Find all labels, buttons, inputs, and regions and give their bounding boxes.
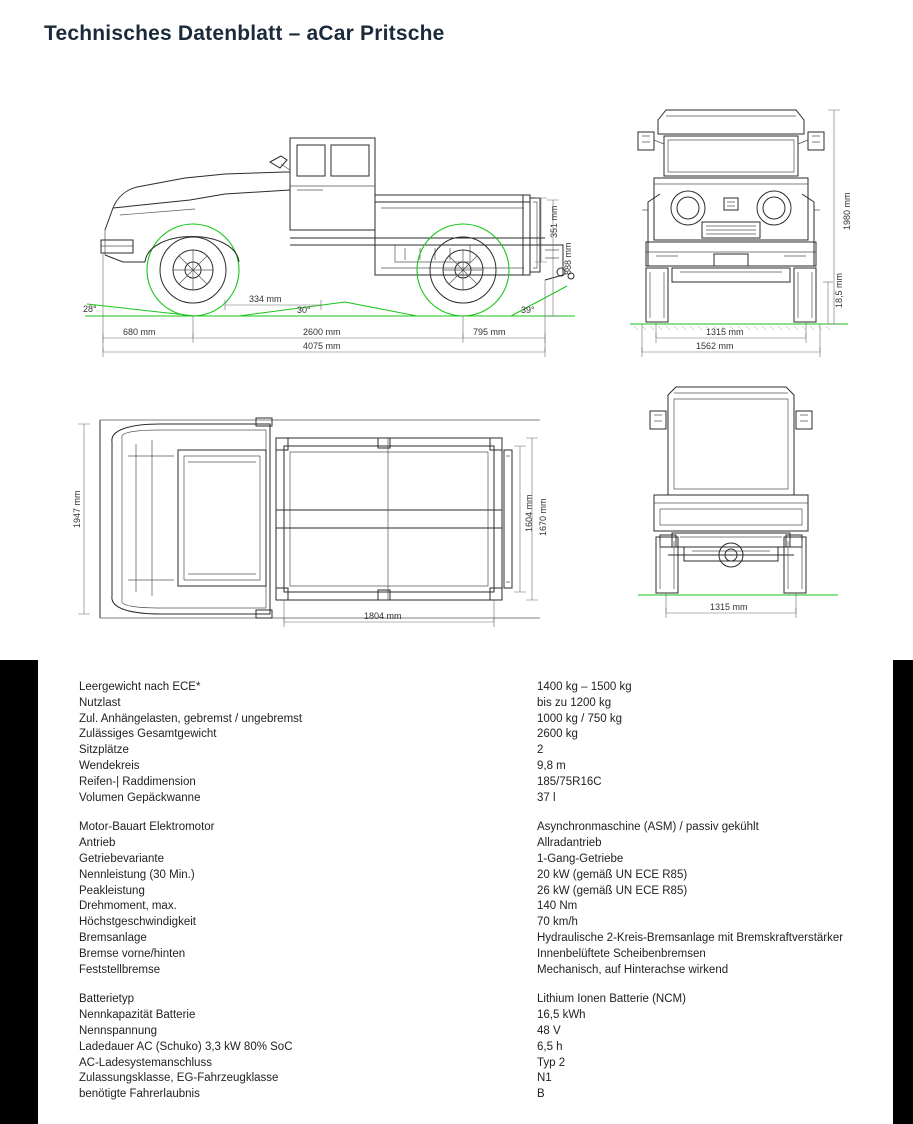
- spec-value: 1000 kg / 750 kg: [537, 712, 623, 725]
- spec-row: [79, 931, 879, 947]
- spec-label: benötigte Fahrerlaubnis: [79, 1088, 200, 1101]
- spec-label: Antrieb: [79, 837, 116, 850]
- page-title: Technisches Datenblatt – aCar Pritsche: [44, 22, 445, 45]
- spec-label: Leergewicht nach ECE*: [79, 681, 201, 693]
- spec-row: [79, 852, 879, 868]
- svg-text:30°: 30°: [297, 305, 311, 315]
- spec-row: [79, 680, 879, 696]
- spec-label: Bremse vorne/hinten: [79, 947, 186, 960]
- svg-text:1315 mm: 1315 mm: [706, 327, 744, 337]
- spec-row: [79, 884, 879, 900]
- spec-row: [79, 791, 879, 807]
- spec-value: Allradantrieb: [537, 837, 602, 850]
- spec-label: Getriebevariante: [79, 852, 165, 865]
- spec-row: [79, 868, 879, 884]
- spec-row: [79, 712, 879, 728]
- svg-text:1670 mm: 1670 mm: [538, 498, 548, 536]
- spec-value: N1: [537, 1072, 552, 1085]
- svg-text:1604 mm: 1604 mm: [524, 494, 534, 532]
- spec-label: Zulässiges Gesamtgewicht: [79, 728, 217, 741]
- spec-row: [79, 743, 879, 759]
- spec-value: 16,5 kWh: [537, 1009, 586, 1022]
- spec-label: Feststellbremse: [79, 963, 161, 976]
- spec-row: [79, 1087, 879, 1103]
- spec-label: Nennspannung: [79, 1024, 158, 1037]
- front-view-drawing: [620, 90, 880, 380]
- spec-value: B: [537, 1088, 545, 1101]
- spec-label: Volumen Gepäckwanne: [79, 791, 201, 804]
- spec-label: Wendekreis: [79, 759, 140, 772]
- spec-value: 1-Gang-Getriebe: [537, 852, 624, 865]
- spec-value: 1400 kg – 1500 kg: [537, 681, 632, 693]
- svg-text:334 mm: 334 mm: [249, 294, 282, 304]
- spec-row: [79, 1008, 879, 1024]
- spec-value: Mechanisch, auf Hinterachse wirkend: [537, 963, 729, 976]
- spec-value: Hydraulische 2-Kreis-Bremsanlage mit Bremskraftverstärker: [537, 931, 844, 944]
- spec-value: 185/75R16C: [537, 775, 602, 788]
- spec-group-drivetrain: [79, 820, 879, 978]
- svg-text:1980 mm: 1980 mm: [842, 192, 852, 230]
- spec-label: Nennleistung (30 Min.): [79, 868, 195, 881]
- spec-row: [79, 947, 879, 963]
- spec-group-battery: [79, 992, 879, 1103]
- spec-value: 6,5 h: [537, 1040, 563, 1053]
- spec-label: Bremsanlage: [79, 931, 147, 944]
- spec-label: Nennkapazität Batterie: [79, 1009, 196, 1022]
- svg-text:39°: 39°: [521, 305, 535, 315]
- spec-row: [79, 820, 879, 836]
- spec-value: Lithium Ionen Batterie (NCM): [537, 993, 686, 1006]
- spec-row: [79, 775, 879, 791]
- svg-text:680 mm: 680 mm: [123, 327, 156, 337]
- spec-label: Peakleistung: [79, 884, 145, 897]
- svg-text:1947 mm: 1947 mm: [72, 490, 82, 528]
- spec-row: [79, 1040, 879, 1056]
- spec-label: Drehmoment, max.: [79, 900, 177, 913]
- rear-view-drawing: [620, 385, 880, 635]
- spec-row: [79, 1056, 879, 1072]
- spec-value: 9,8 m: [537, 759, 566, 772]
- spec-value: 140 Nm: [537, 900, 578, 913]
- spec-label: Batterietyp: [79, 993, 134, 1006]
- spec-value: Typ 2: [537, 1056, 566, 1069]
- spec-label: Motor-Bauart Elektromotor: [79, 821, 215, 834]
- specifications: [79, 680, 879, 1117]
- spec-label: AC-Ladesystemanschluss: [79, 1056, 212, 1069]
- svg-text:1315 mm: 1315 mm: [710, 602, 748, 612]
- spec-row: [79, 1024, 879, 1040]
- spec-label: Höchstgeschwindigkeit: [79, 916, 196, 929]
- svg-text:795 mm: 795 mm: [473, 327, 506, 337]
- svg-text:28°: 28°: [83, 304, 97, 314]
- spec-label: Zul. Anhängelasten, gebremst / ungebremst: [79, 712, 303, 725]
- svg-text:18,5 mm: 18,5 mm: [834, 272, 844, 308]
- spec-value: 37 l: [537, 791, 556, 804]
- spec-row: [79, 1071, 879, 1087]
- spec-row: [79, 759, 879, 775]
- spec-value: 48 V: [537, 1024, 561, 1037]
- spec-value: 20 kW (gemäß UN ECE R85): [537, 868, 688, 881]
- svg-text:4075 mm: 4075 mm: [303, 341, 341, 351]
- spec-value: Asynchronmaschine (ASM) / passiv gekühlt: [537, 821, 759, 834]
- spec-row: [79, 992, 879, 1008]
- side-view-drawing: [75, 90, 575, 380]
- right-edge-bar: [893, 660, 913, 1124]
- spec-value: 70 km/h: [537, 916, 578, 929]
- svg-text:1562 mm: 1562 mm: [696, 341, 734, 351]
- svg-text:351 mm: 351 mm: [549, 205, 559, 238]
- spec-label: Ladedauer AC (Schuko) 3,3 kW 80% SoC: [79, 1040, 293, 1053]
- top-view-drawing: [70, 390, 580, 640]
- spec-label: Reifen-| Raddimension: [79, 775, 196, 788]
- spec-label: Nutzlast: [79, 696, 121, 709]
- spec-label: Sitzplätze: [79, 744, 129, 757]
- spec-label: Zulassungsklasse, EG-Fahrzeugklasse: [79, 1072, 279, 1085]
- spec-row: [79, 915, 879, 931]
- svg-text:2600 mm: 2600 mm: [303, 327, 341, 337]
- spec-row: [79, 727, 879, 743]
- spec-row: [79, 836, 879, 852]
- spec-value: bis zu 1200 kg: [537, 696, 612, 709]
- spec-row: [79, 696, 879, 712]
- svg-text:888 mm: 888 mm: [563, 242, 573, 275]
- spec-value: 2: [537, 744, 544, 757]
- spec-group-vehicle: [79, 680, 879, 806]
- spec-value: Innenbelüftete Scheibenbremsen: [537, 947, 706, 960]
- svg-text:1804 mm: 1804 mm: [364, 611, 402, 621]
- spec-row: [79, 963, 879, 979]
- spec-row: [79, 899, 879, 915]
- technical-drawings: [0, 80, 913, 660]
- left-edge-bar: [0, 660, 38, 1124]
- spec-value: 2600 kg: [537, 728, 578, 741]
- spec-value: 26 kW (gemäß UN ECE R85): [537, 884, 688, 897]
